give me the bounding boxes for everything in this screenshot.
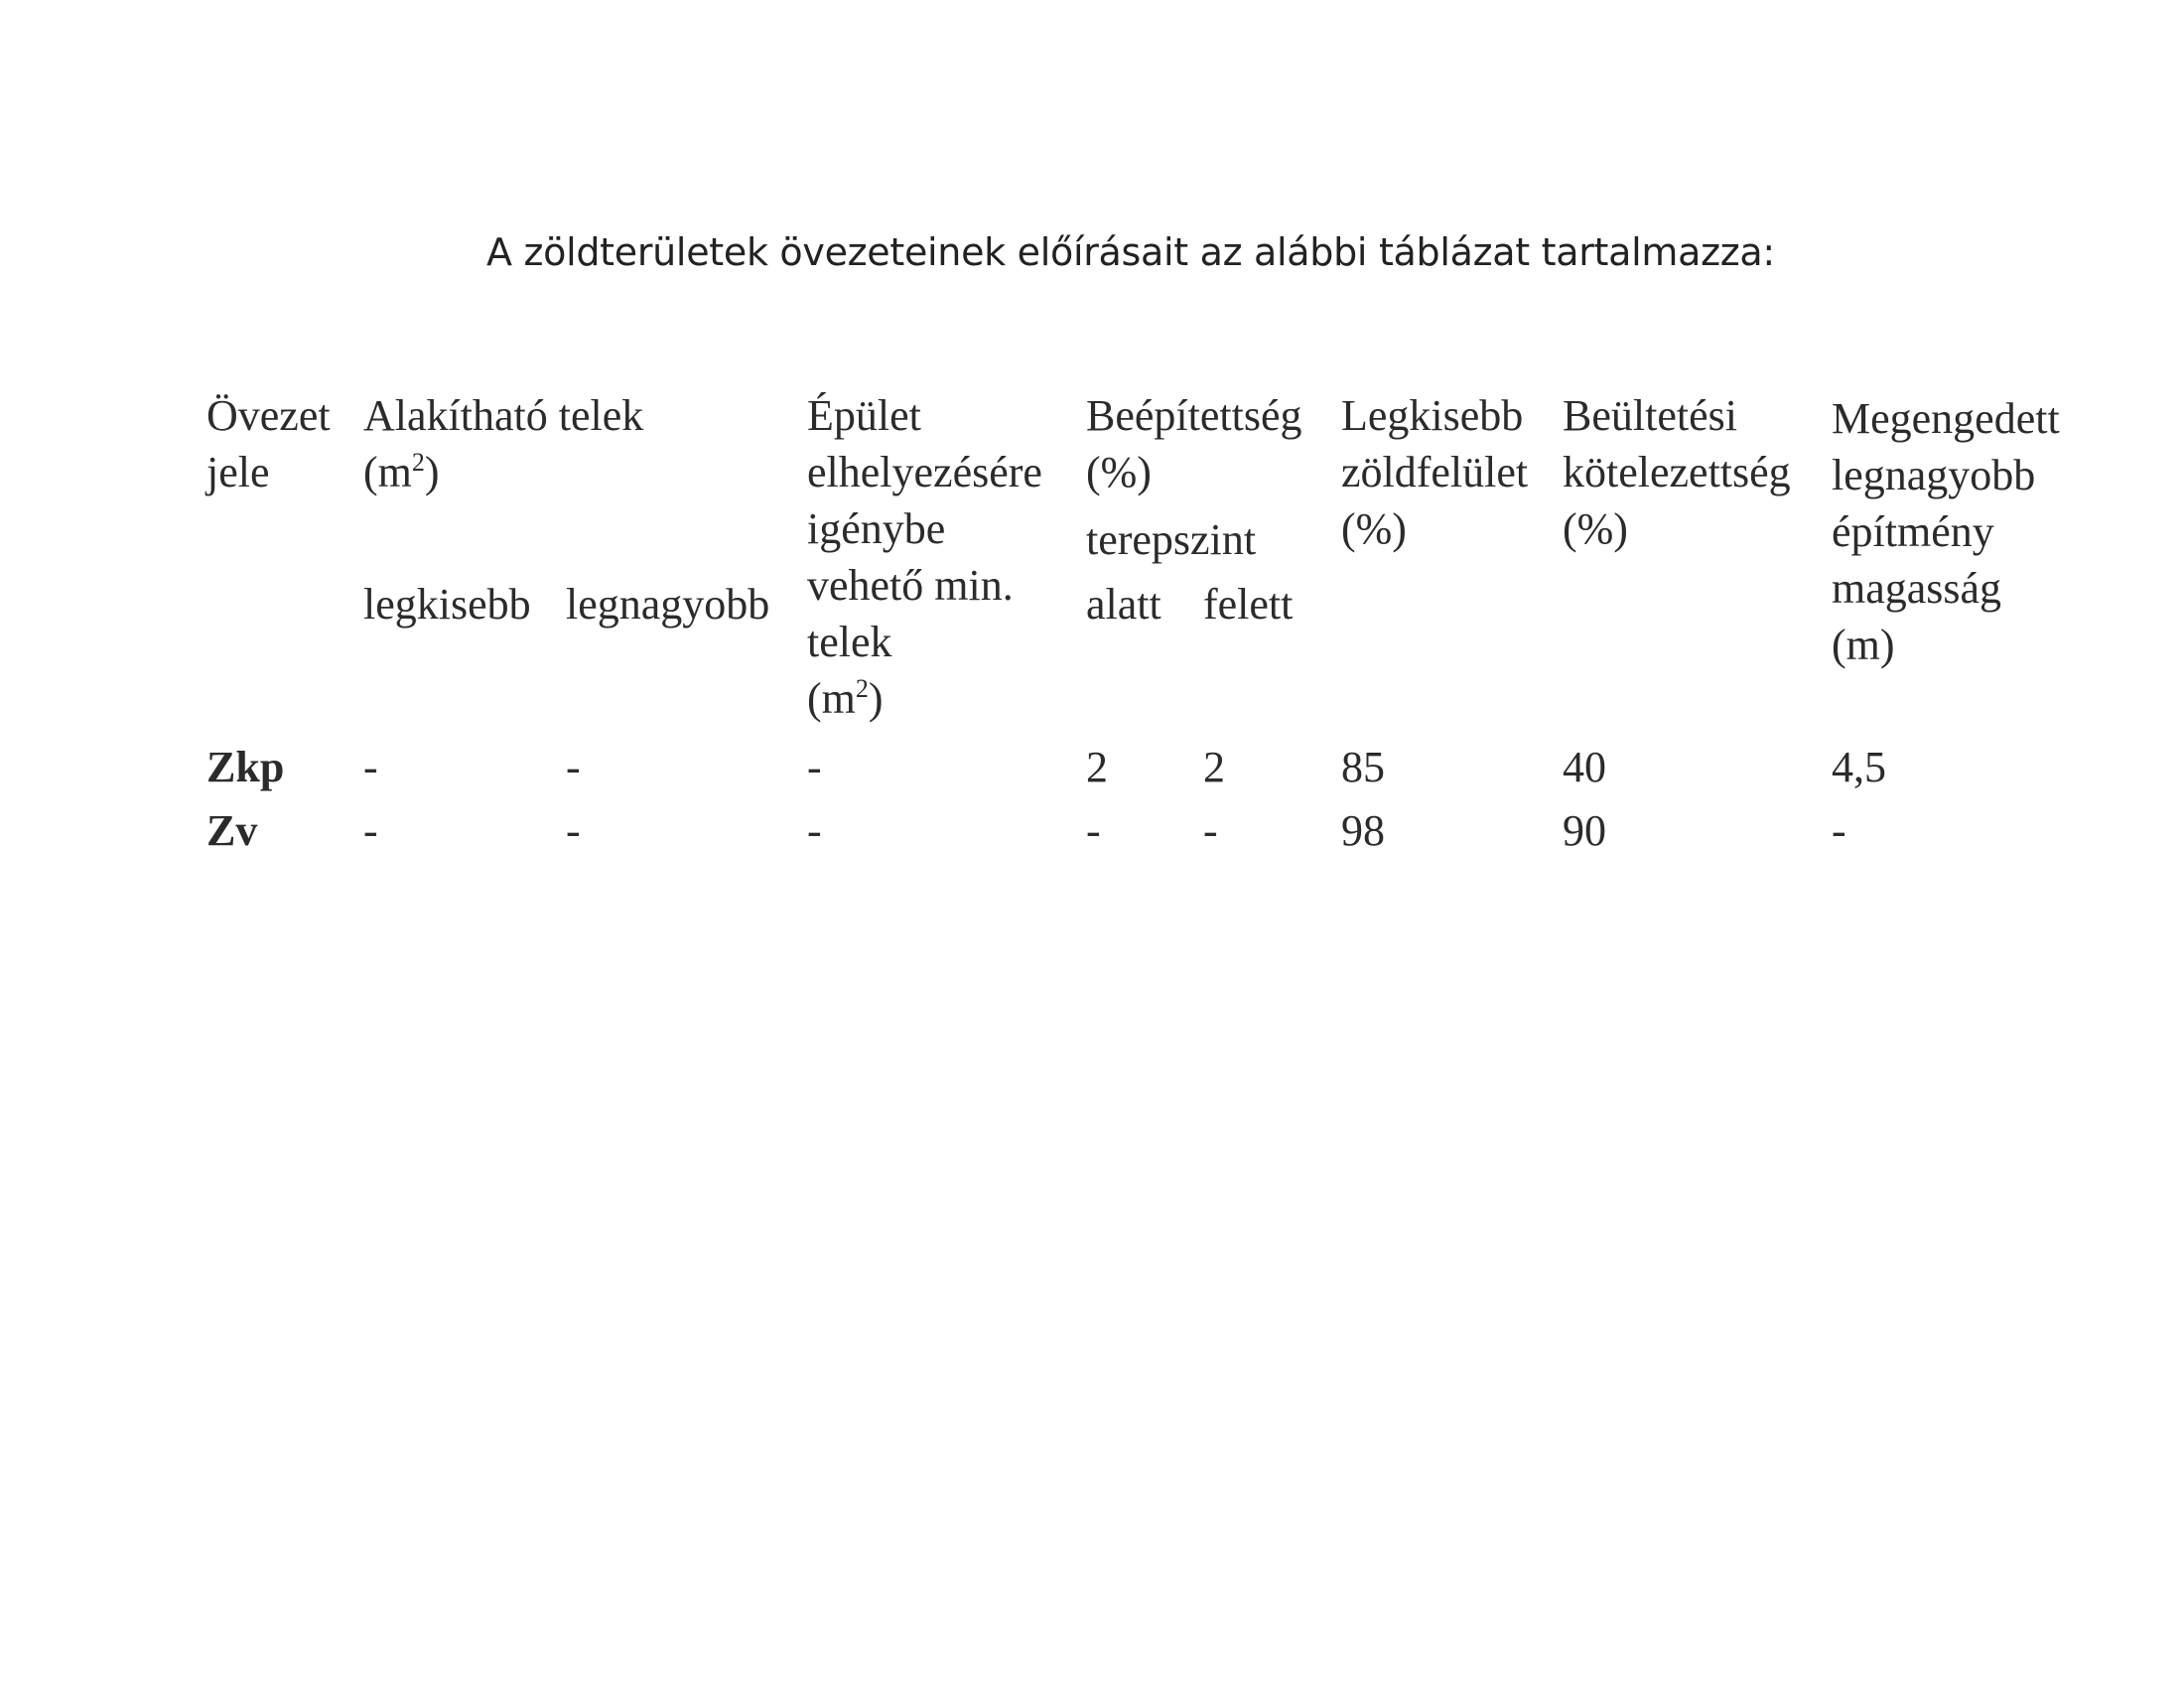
- row-zkp-plot-max: -: [566, 743, 581, 791]
- row-zv-green-area: 98: [1341, 806, 1385, 855]
- header-zone: [206, 387, 331, 500]
- row-zv-height: -: [1832, 806, 1846, 855]
- header-green-area: Legkisebb zöldfelület (%): [1341, 391, 1529, 553]
- row-zkp-planting: 40: [1563, 743, 1606, 791]
- row-zkp-height: 4,5: [1832, 743, 1886, 791]
- row-zv-planting: 90: [1563, 806, 1606, 855]
- row-zkp-green-area: 85: [1341, 743, 1385, 791]
- header-zone-line1: Övezet: [206, 391, 331, 440]
- header-above: felett: [1203, 580, 1294, 629]
- row-zv-plot-max: -: [566, 806, 581, 855]
- row-zv-building-plot: -: [807, 806, 822, 855]
- header-zone-line2: jele: [206, 448, 270, 496]
- row-zkp-building-plot: -: [807, 743, 822, 791]
- header-plot-line1: Alakítható telek: [363, 391, 644, 440]
- row-zkp-plot-min: -: [363, 743, 378, 791]
- row-zv-zone: Zv: [206, 806, 258, 855]
- header-building-plot: Épület elhelyezésére igénybe vehető min. telek $(m^2)$: [807, 387, 1042, 727]
- header-plot: [363, 387, 643, 500]
- row-zv-coverage-above: -: [1203, 806, 1218, 855]
- row-zv-plot-min: -: [363, 806, 378, 855]
- header-height: Megengedett legnagyobb építmény magasság (m): [1832, 394, 2060, 669]
- header-coverage: Beépítettség (%): [1086, 391, 1302, 496]
- header-plot-min: legkisebb: [363, 580, 531, 629]
- row-zkp-coverage-above: 2: [1203, 743, 1225, 791]
- header-plot-unit: $(m^2)$: [363, 448, 440, 496]
- header-building-plot-unit: $(m^2)$: [807, 674, 884, 723]
- header-planting: Beültetési kötelezettség (%): [1563, 391, 1791, 553]
- header-plot-max: legnagyobb: [566, 580, 770, 629]
- header-below: alatt: [1086, 580, 1161, 629]
- row-zkp-coverage-below: 2: [1086, 743, 1108, 791]
- header-ground-level: terepszint: [1086, 515, 1257, 564]
- row-zkp-zone: Zkp: [206, 743, 285, 791]
- row-zv-coverage-below: -: [1086, 806, 1101, 855]
- intro-text: A zöldterületek övezeteinek előírásait az alábbi táblázat tartalmazza:: [486, 230, 1775, 274]
